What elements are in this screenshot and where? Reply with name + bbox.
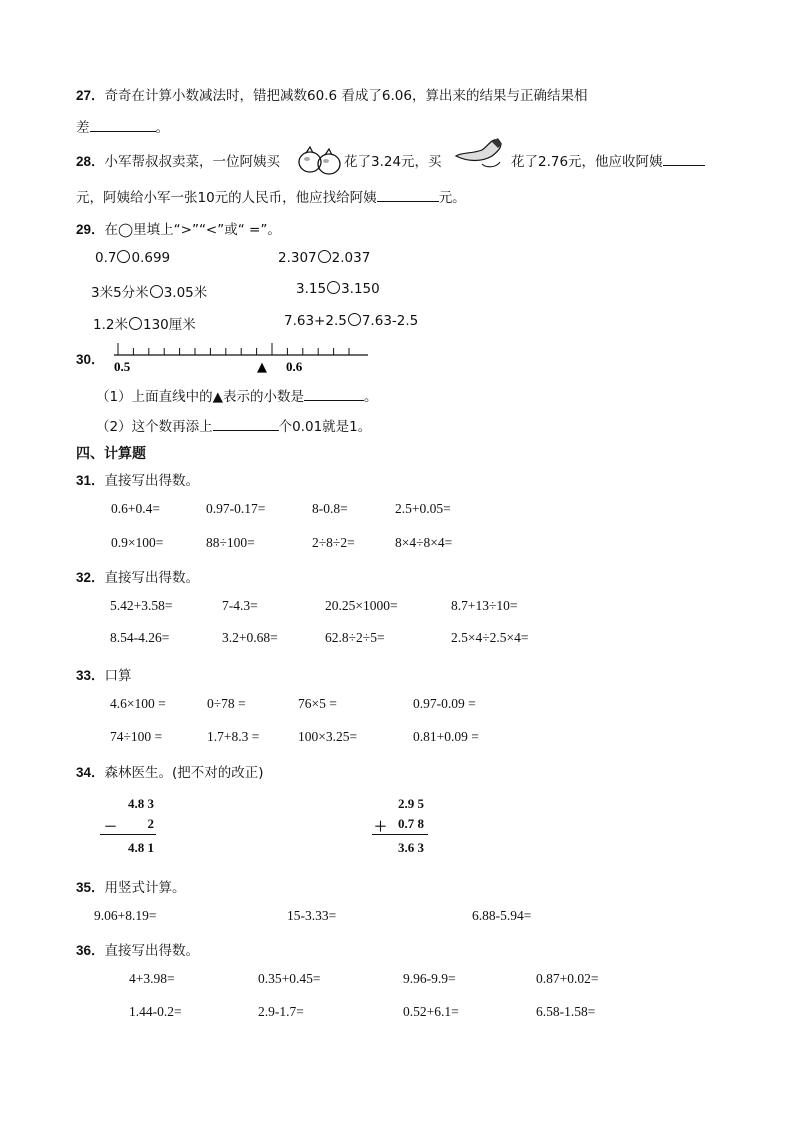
calc-item: 2.9-1.7= (258, 1004, 304, 1019)
vertical-top-number: 2.9 5 (398, 796, 424, 811)
calc-item: 88÷100= (206, 535, 255, 550)
compare-circle[interactable] (117, 250, 130, 263)
calc-item: 0.87+0.02= (536, 971, 599, 986)
compare-item (93, 313, 196, 333)
calc-item: 8-0.8= (312, 501, 348, 516)
question-text: 小军帮叔叔卖菜，一位阿姨买 (104, 154, 281, 170)
question-number: 28． (76, 154, 105, 169)
compare-item (95, 250, 170, 266)
question-text: 个0.01就是1。 (278, 419, 372, 435)
calc-item: 76×5 = (298, 696, 337, 711)
calc-item: 8.7+13÷10= (451, 598, 518, 613)
answer-blank[interactable] (304, 386, 364, 401)
question-text: （1）上面直线中的▲表示的小数是 (96, 389, 304, 405)
question-27-line2 (76, 116, 169, 136)
answer-blank[interactable] (213, 416, 279, 431)
vertical-calc-2 (372, 794, 428, 860)
compare-right: 2.037 (331, 250, 371, 266)
question-30-sub2 (96, 415, 371, 435)
compare-circle[interactable] (327, 281, 340, 294)
question-29 (76, 218, 281, 238)
calc-item: 5.42+3.58= (110, 598, 173, 613)
question-text: 直接写出得数。 (104, 473, 200, 489)
question-text: 。 (363, 389, 378, 405)
compare-left: 3米5分米 (91, 285, 149, 301)
question-33 (76, 664, 132, 684)
question-28-line2 (76, 186, 466, 206)
compare-item (284, 313, 418, 329)
calc-item: 0.9×100= (111, 535, 164, 550)
calc-item: 0.97-0.17= (206, 501, 266, 516)
compare-item (278, 250, 370, 266)
tomato-icon (296, 140, 346, 178)
compare-circle[interactable] (318, 250, 331, 263)
question-31 (76, 469, 199, 489)
calc-item: 74÷100 = (110, 729, 163, 744)
vertical-line (100, 834, 156, 835)
calc-item: 1.7+8.3 = (207, 729, 260, 744)
calc-item: 9.96-9.9= (403, 971, 456, 986)
calc-item: 4.6×100 = (110, 696, 166, 711)
question-36 (76, 939, 199, 959)
number-line-label-left: 0.5 (114, 359, 131, 374)
calc-item: 0.35+0.45= (258, 971, 321, 986)
compare-left: 7.63+2.5 (284, 313, 347, 329)
question-text: 直接写出得数。 (104, 943, 200, 959)
calc-item: 7-4.3= (222, 598, 258, 613)
question-32 (76, 566, 199, 586)
calc-item: 0.81+0.09 = (413, 729, 479, 744)
compare-item (296, 281, 380, 297)
question-text: 元，阿姨给小军一张10元的人民币，他应找给阿姨 (76, 190, 377, 206)
vertical-second-number: 0.7 8 (398, 816, 424, 831)
calc-item: 0.52+6.1= (403, 1004, 459, 1019)
question-text: 差 (76, 120, 90, 136)
compare-circle[interactable] (150, 285, 163, 298)
compare-circle[interactable] (348, 313, 361, 326)
answer-blank[interactable] (377, 187, 439, 202)
number-line-label-right: 0.6 (286, 359, 303, 374)
question-number: 32． (76, 570, 105, 585)
compare-circle[interactable] (129, 317, 142, 330)
eggplant-icon (452, 136, 512, 170)
calc-item: 0.97-0.09 = (413, 696, 476, 711)
vertical-top-number: 4.8 3 (128, 796, 154, 811)
calc-item: 62.8÷2÷5= (325, 630, 385, 645)
question-text: 花了2.76元，他应收阿姨 (511, 154, 663, 170)
vertical-operator: ＋ (374, 819, 388, 834)
question-number: 29． (76, 222, 105, 237)
question-30 (76, 348, 105, 368)
calc-item: 9.06+8.19= (94, 908, 157, 923)
question-28 (76, 150, 280, 170)
question-text: 花了3.24元，买 (344, 154, 442, 170)
number-line (110, 340, 372, 374)
compare-left: 2.307 (278, 250, 317, 266)
calc-item: 2.5×4÷2.5×4= (451, 630, 529, 645)
question-27 (76, 84, 587, 104)
calc-item: 4+3.98= (129, 971, 175, 986)
vertical-result: 4.8 1 (128, 840, 154, 855)
compare-right: 7.63-2.5 (361, 313, 419, 329)
compare-left: 3.15 (296, 281, 327, 297)
question-text: 用竖式计算。 (104, 880, 186, 896)
calc-item: 8.54-4.26= (110, 630, 170, 645)
question-text: 元。 (438, 190, 466, 206)
compare-right: 3.150 (341, 281, 380, 297)
compare-left: 0.7 (95, 250, 117, 266)
answer-blank[interactable] (663, 151, 705, 166)
calc-item: 1.44-0.2= (129, 1004, 182, 1019)
calc-item: 6.58-1.58= (536, 1004, 596, 1019)
question-text: 森林医生。(把不对的改正) (104, 765, 264, 781)
calc-item: 100×3.25= (298, 729, 358, 744)
answer-blank[interactable] (90, 117, 156, 132)
vertical-calc-1 (100, 794, 156, 860)
question-text: 直接写出得数。 (104, 570, 200, 586)
calc-item: 0.6+0.4= (111, 501, 160, 516)
question-number: 33． (76, 668, 105, 683)
question-text: 奇奇在计算小数减法时，错把减数60.6 看成了6.06，算出来的结果与正确结果相 (104, 88, 588, 104)
question-28-part3 (511, 150, 705, 170)
calc-item: 6.88-5.94= (472, 908, 532, 923)
question-number: 27． (76, 88, 105, 103)
question-text: 。 (155, 120, 169, 136)
question-text: 在◯里填上“>”“<”或“ =”。 (104, 222, 281, 238)
compare-right: 3.05米 (163, 285, 208, 301)
vertical-second-number: 2 (147, 816, 154, 831)
question-number: 35． (76, 880, 105, 895)
compare-left: 1.2米 (93, 317, 128, 333)
question-text: 口算 (104, 668, 132, 684)
section-title: 四、计算题 (76, 446, 146, 462)
calc-item: 15-3.33= (287, 908, 337, 923)
compare-item (91, 281, 207, 301)
question-34 (76, 761, 264, 781)
question-number: 36． (76, 943, 105, 958)
triangle-marker: ▲ (257, 360, 267, 374)
vertical-result: 3.6 3 (398, 840, 424, 855)
question-28-part2 (344, 150, 442, 170)
calc-item: 0÷78 = (207, 696, 246, 711)
question-35 (76, 876, 186, 896)
calc-item: 2.5+0.05= (395, 501, 451, 516)
question-number: 34． (76, 765, 105, 780)
calc-item: 8×4÷8×4= (395, 535, 453, 550)
vertical-line (372, 834, 428, 835)
compare-right: 0.699 (131, 250, 171, 266)
compare-right: 130厘米 (142, 317, 196, 333)
question-number: 30． (76, 352, 105, 367)
vertical-operator: － (104, 819, 118, 834)
question-text: （2）这个数再添上 (96, 419, 213, 435)
question-30-sub1 (96, 385, 377, 405)
calc-item: 3.2+0.68= (222, 630, 278, 645)
calc-item: 2÷8÷2= (312, 535, 355, 550)
question-number: 31． (76, 473, 105, 488)
calc-item: 20.25×1000= (325, 598, 398, 613)
